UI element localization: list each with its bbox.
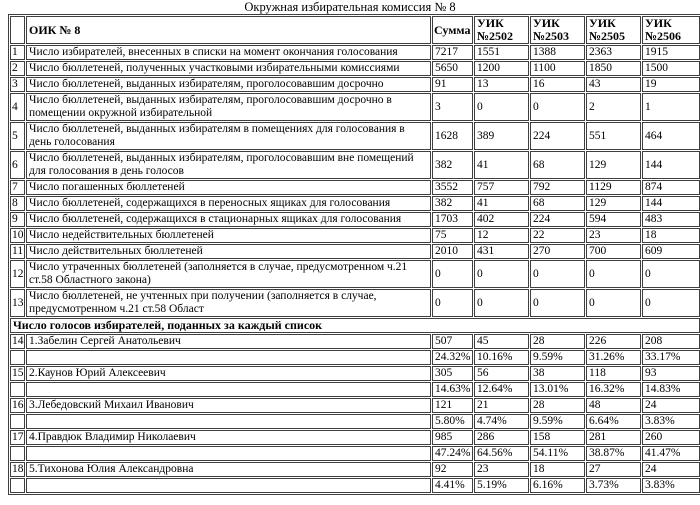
candidate-votes-cell: 92	[432, 462, 473, 477]
candidate-votes-cell: 23	[474, 462, 529, 477]
row-label-cell: Число бюллетеней, содержащихся в переносных ящиках для голосования	[26, 196, 431, 211]
header-col-uik-2503: УИК №2503	[530, 16, 585, 44]
row-value-cell: 144	[642, 151, 700, 179]
row-index-cell: 3	[10, 77, 25, 92]
candidate-percent-cell: 54.11%	[530, 446, 585, 461]
row-value-cell: 270	[530, 244, 585, 259]
row-value-cell: 224	[530, 122, 585, 150]
row-value-cell: 91	[432, 77, 473, 92]
candidate-percent-cell: 13.01%	[530, 382, 585, 397]
candidate-votes-cell: 93	[642, 366, 700, 381]
row-value-cell: 551	[586, 122, 641, 150]
row-value-cell: 0	[474, 93, 529, 121]
row-index-cell: 18	[12, 463, 24, 475]
header-col-uik-2506: УИК №2506	[642, 16, 700, 44]
row-value-cell: 13	[474, 77, 529, 92]
row-value-cell: 129	[586, 151, 641, 179]
row-index-cell: 4	[10, 93, 25, 121]
row-label-cell: Число погашенных бюллетеней	[26, 180, 431, 195]
row-label-cell: Число бюллетеней, выданных избирателям, проголосовавшим досрочно	[26, 77, 431, 92]
row-index-cell: 11	[12, 245, 24, 257]
stat-row	[10, 196, 700, 211]
stat-row	[10, 212, 700, 227]
row-index-cell: 12	[10, 260, 25, 288]
row-index-empty-cell	[10, 446, 25, 461]
candidate-percent-cell: 3.73%	[586, 478, 641, 493]
row-value-cell: 1915	[642, 45, 700, 60]
row-value-cell: 12	[474, 228, 529, 243]
row-value-cell: 431	[474, 244, 529, 259]
candidate-percent-cell: 64.56%	[474, 446, 529, 461]
candidate-votes-cell: 226	[586, 334, 641, 349]
row-value-cell: 0	[530, 93, 585, 121]
header-col-uik-2502: УИК №2502	[474, 16, 529, 44]
row-index-empty-cell	[10, 382, 25, 397]
candidate-votes-cell: 118	[586, 366, 641, 381]
stat-row	[10, 77, 700, 92]
row-value-cell: 41	[474, 151, 529, 179]
candidate-percent-row	[10, 446, 700, 461]
row-value-cell: 0	[642, 289, 700, 317]
row-value-cell: 700	[586, 244, 641, 259]
header-corner-cell	[10, 16, 25, 44]
candidate-votes-cell: 18	[530, 462, 585, 477]
candidate-percent-cell: 31.26%	[586, 350, 641, 365]
row-value-cell: 1200	[474, 61, 529, 76]
row-label-cell: Число бюллетеней, выданных избирателям, проголосовавшим досрочно в помещении окружной избирательной	[26, 93, 431, 121]
row-index-cell: 7	[10, 180, 25, 195]
row-value-cell: 144	[642, 196, 700, 211]
row-value-cell: 874	[642, 180, 700, 195]
stat-row	[10, 260, 700, 288]
row-value-cell: 389	[474, 122, 529, 150]
row-index-cell: 8	[10, 196, 25, 211]
candidate-percent-row	[10, 350, 700, 365]
row-index-cell: 5	[10, 122, 25, 150]
candidate-percent-row	[10, 414, 700, 429]
candidate-percent-cell: 9.59%	[530, 414, 585, 429]
page-title: Окружная избирательная комиссия № 8	[244, 0, 456, 14]
header-commission-cell: ОИК № 8	[26, 16, 431, 44]
row-index-cell: 13	[10, 289, 25, 317]
row-value-cell: 1850	[586, 61, 641, 76]
candidate-percent-cell: 14.83%	[642, 382, 700, 397]
candidate-votes-row	[10, 398, 700, 413]
candidate-votes-cell: 48	[586, 398, 641, 413]
candidate-percent-cell: 10.16%	[474, 350, 529, 365]
row-label-cell: Число бюллетеней, содержащихся в стационарных ящиках для голосования	[26, 212, 431, 227]
candidate-name-empty-cell	[26, 478, 431, 493]
candidate-votes-cell: 24	[642, 398, 700, 413]
row-value-cell: 129	[586, 196, 641, 211]
candidate-votes-cell: 56	[474, 366, 529, 381]
row-value-cell: 1100	[530, 61, 585, 76]
row-value-cell: 18	[642, 228, 700, 243]
row-value-cell: 3	[432, 93, 473, 121]
candidate-votes-cell: 507	[432, 334, 473, 349]
candidate-percent-cell: 33.17%	[642, 350, 700, 365]
row-value-cell: 43	[586, 77, 641, 92]
row-value-cell: 2	[586, 93, 641, 121]
candidate-name-cell: 2.Каунов Юрий Алексеевич	[26, 366, 431, 381]
stat-row	[10, 151, 700, 179]
row-value-cell: 1	[642, 93, 700, 121]
candidate-votes-cell: 28	[530, 398, 585, 413]
row-value-cell: 2010	[432, 244, 473, 259]
candidate-percent-cell: 47.24%	[432, 446, 473, 461]
candidate-percent-cell: 12.64%	[474, 382, 529, 397]
candidate-percent-cell: 4.74%	[474, 414, 529, 429]
stat-row	[10, 180, 700, 195]
candidate-name-cell: 3.Лебедовский Михаил Иванович	[26, 398, 431, 413]
candidate-votes-row	[10, 430, 700, 445]
election-results-table	[8, 14, 700, 495]
candidate-percent-cell: 16.32%	[586, 382, 641, 397]
candidate-votes-cell: 24	[642, 462, 700, 477]
row-value-cell: 382	[432, 196, 473, 211]
row-index-cell: 15	[12, 367, 24, 379]
row-value-cell: 0	[642, 260, 700, 288]
candidate-percent-cell: 14.63%	[432, 382, 473, 397]
section-header-row	[10, 318, 700, 333]
row-index-cell: 17	[12, 431, 24, 443]
row-value-cell: 0	[432, 289, 473, 317]
row-index-cell: 16	[12, 399, 24, 411]
row-value-cell: 68	[530, 151, 585, 179]
candidate-percent-cell: 41.47%	[642, 446, 700, 461]
row-value-cell: 7217	[432, 45, 473, 60]
stat-row	[10, 122, 700, 150]
candidate-percent-cell: 5.19%	[474, 478, 529, 493]
candidate-percent-cell: 4.41%	[432, 478, 473, 493]
candidate-percent-cell: 38.87%	[586, 446, 641, 461]
row-value-cell: 594	[586, 212, 641, 227]
row-value-cell: 1551	[474, 45, 529, 60]
candidate-name-cell: 1.Забелин Сергей Анатольевич	[26, 334, 431, 349]
stat-row	[10, 289, 700, 317]
row-index-cell: 1	[10, 45, 25, 60]
row-value-cell: 23	[586, 228, 641, 243]
row-label-cell: Число бюллетеней, выданных избирателям в помещениях для голосования в день голосования	[26, 122, 431, 150]
candidate-votes-cell: 208	[642, 334, 700, 349]
candidate-percent-cell: 6.16%	[530, 478, 585, 493]
row-value-cell: 1703	[432, 212, 473, 227]
row-value-cell: 75	[432, 228, 473, 243]
candidate-name-empty-cell	[26, 382, 431, 397]
row-value-cell: 0	[432, 260, 473, 288]
row-value-cell: 0	[474, 260, 529, 288]
row-value-cell: 1388	[530, 45, 585, 60]
candidate-percent-cell: 9.59%	[530, 350, 585, 365]
row-index-empty-cell	[10, 414, 25, 429]
row-value-cell: 1500	[642, 61, 700, 76]
candidate-name-cell: 4.Правдюк Владимир Николаевич	[26, 430, 431, 445]
row-label-cell: Число бюллетеней, не учтенных при получении (заполняется в случае, предусмотренном ч.21 ст.58 Област	[26, 289, 431, 317]
row-index-empty-cell	[10, 478, 25, 493]
row-index-cell: 2	[10, 61, 25, 76]
row-value-cell: 0	[586, 260, 641, 288]
stat-row	[10, 45, 700, 60]
row-value-cell: 16	[530, 77, 585, 92]
row-value-cell: 2363	[586, 45, 641, 60]
candidate-percent-row	[10, 382, 700, 397]
candidate-votes-cell: 28	[530, 334, 585, 349]
candidate-percent-cell: 5.80%	[432, 414, 473, 429]
candidate-percent-cell: 3.83%	[642, 414, 700, 429]
row-value-cell: 3552	[432, 180, 473, 195]
candidate-name-empty-cell	[26, 446, 431, 461]
header-row	[10, 16, 700, 44]
row-value-cell: 0	[530, 289, 585, 317]
row-index-cell: 9	[10, 212, 25, 227]
row-value-cell: 19	[642, 77, 700, 92]
candidate-name-cell: 5.Тихонова Юлия Александровна	[26, 462, 431, 477]
row-value-cell: 382	[432, 151, 473, 179]
header-col-summa: Сумма	[432, 16, 473, 44]
stat-row	[10, 228, 700, 243]
candidate-votes-row	[10, 334, 700, 349]
candidate-name-empty-cell	[26, 414, 431, 429]
row-value-cell: 68	[530, 196, 585, 211]
row-value-cell: 0	[586, 289, 641, 317]
row-value-cell: 1129	[586, 180, 641, 195]
candidate-votes-cell: 121	[432, 398, 473, 413]
row-value-cell: 1628	[432, 122, 473, 150]
row-index-cell: 6	[10, 151, 25, 179]
row-value-cell: 0	[474, 289, 529, 317]
row-value-cell: 0	[530, 260, 585, 288]
row-value-cell: 22	[530, 228, 585, 243]
row-value-cell: 464	[642, 122, 700, 150]
row-value-cell: 483	[642, 212, 700, 227]
candidate-votes-cell: 27	[586, 462, 641, 477]
candidate-votes-cell: 21	[474, 398, 529, 413]
candidate-votes-cell: 281	[586, 430, 641, 445]
row-value-cell: 757	[474, 180, 529, 195]
row-label-cell: Число действительных бюллетеней	[26, 244, 431, 259]
candidate-votes-cell: 260	[642, 430, 700, 445]
row-value-cell: 402	[474, 212, 529, 227]
header-col-uik-2505: УИК №2505	[586, 16, 641, 44]
row-value-cell: 224	[530, 212, 585, 227]
candidate-votes-cell: 38	[530, 366, 585, 381]
candidate-votes-cell: 305	[432, 366, 473, 381]
candidate-percent-row	[10, 478, 700, 493]
candidate-percent-cell: 6.64%	[586, 414, 641, 429]
row-value-cell: 5650	[432, 61, 473, 76]
row-label-cell: Число утраченных бюллетеней (заполняется в случае, предусмотренном ч.21 ст.58 Областного закона)	[26, 260, 431, 288]
row-index-empty-cell	[10, 350, 25, 365]
candidate-votes-cell: 286	[474, 430, 529, 445]
row-index-cell: 10	[12, 229, 24, 241]
row-value-cell: 609	[642, 244, 700, 259]
candidate-name-empty-cell	[26, 350, 431, 365]
row-label-cell: Число недействительных бюллетеней	[26, 228, 431, 243]
stat-row	[10, 61, 700, 76]
row-value-cell: 792	[530, 180, 585, 195]
stat-row	[10, 93, 700, 121]
candidate-votes-cell: 45	[474, 334, 529, 349]
row-label-cell: Число избирателей, внесенных в списки на момент окончания голосования	[26, 45, 431, 60]
candidate-votes-cell: 158	[530, 430, 585, 445]
stat-row	[10, 244, 700, 259]
candidate-percent-cell: 24.32%	[432, 350, 473, 365]
candidate-votes-row	[10, 366, 700, 381]
candidate-percent-cell: 3.83%	[642, 478, 700, 493]
row-label-cell: Число бюллетеней, полученных участковыми избирательными комиссиями	[26, 61, 431, 76]
row-index-cell: 14	[12, 335, 24, 347]
row-label-cell: Число бюллетеней, выданных избирателям, проголосовавшим вне помещений для голосования в день голосов	[26, 151, 431, 179]
section-header-cell: Число голосов избирателей, поданных за каждый список	[10, 318, 700, 333]
candidate-votes-row	[10, 462, 700, 477]
row-value-cell: 41	[474, 196, 529, 211]
candidate-votes-cell: 985	[432, 430, 473, 445]
